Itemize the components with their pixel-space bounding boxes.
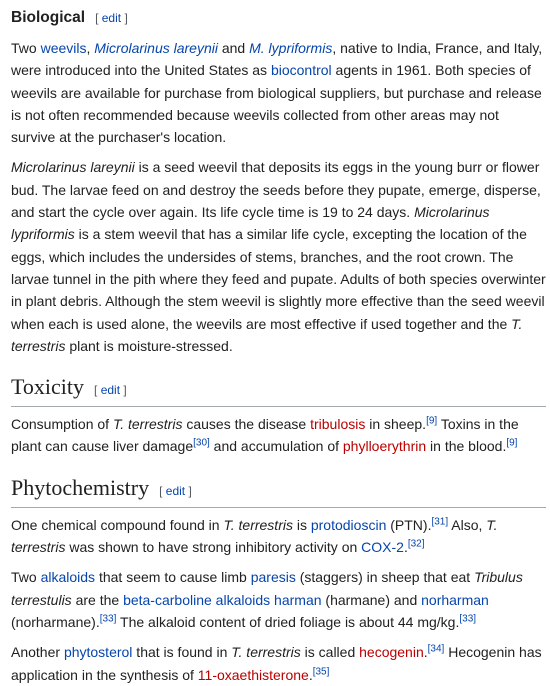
- link-harman[interactable]: harman: [274, 591, 322, 608]
- link-norharman[interactable]: norharman: [421, 591, 489, 608]
- edit-section-phytochemistry: [ edit ]: [159, 483, 192, 498]
- heading-text: Toxicity: [11, 374, 85, 400]
- text: that seem to cause limb: [95, 569, 251, 586]
- text: (harmane) and: [321, 591, 422, 608]
- text: causes the disease: [182, 416, 311, 433]
- italic-species: Microlarinus lareynii: [11, 159, 135, 176]
- text: (PTN).: [386, 516, 432, 533]
- citation-link[interactable]: [9]: [426, 415, 438, 427]
- text: is: [292, 516, 311, 533]
- citation: [426, 416, 437, 427]
- text: agents in 1961. Both species of weevils are available for purchase from biological suppliers, but purchase and release is not often recommended because weevils collected from other areas may not survive at the purchaser's location.: [11, 62, 542, 146]
- paragraph-biological-1: [11, 37, 546, 148]
- text: is called: [300, 644, 360, 661]
- section-heading-toxicity: [11, 373, 546, 407]
- text: .: [308, 666, 313, 683]
- link-microlarinus-lareynii[interactable]: [94, 40, 218, 56]
- text: in the blood.: [426, 438, 507, 455]
- link-protodioscin[interactable]: protodioscin: [310, 516, 387, 533]
- text: (staggers) in sheep that eat: [295, 569, 475, 586]
- citation: [313, 666, 330, 677]
- text: is a stem weevil that has a similar life cycle, excepting the location of the eggs, which includes the undersides of stems, branches, and the root crown. The larvae tunnel in the pith where they feed and pupate. Adults of both species overwinter in plant debris. Although the stem weevil is slightly more effective than the seed weevil when each is used alone, the weevils are most effective if used together and the: [11, 226, 546, 332]
- italic-species: T. terrestris: [11, 516, 498, 556]
- citation-link[interactable]: [34]: [427, 643, 445, 655]
- text: and accumulation of: [209, 438, 343, 455]
- edit-link[interactable]: edit: [101, 11, 122, 25]
- citation: [100, 613, 117, 624]
- text: Hecogenin has application in the synthesis of: [11, 644, 542, 683]
- heading-text: Phytochemistry: [11, 474, 150, 500]
- text: ,: [86, 40, 95, 56]
- redlink-phylloerythrin[interactable]: phylloerythrin: [342, 438, 427, 455]
- citation-link[interactable]: [31]: [431, 516, 449, 528]
- edit-link[interactable]: edit: [100, 383, 121, 398]
- citation-link[interactable]: [35]: [312, 665, 330, 677]
- citation: [193, 438, 210, 449]
- text: in sheep.: [365, 416, 427, 433]
- section-heading-biological: [11, 6, 546, 30]
- link-text: M. lypriformis: [249, 40, 333, 56]
- text: (norharmane).: [11, 613, 100, 630]
- text: Two: [11, 40, 41, 56]
- text: are the: [71, 591, 124, 608]
- citation: [428, 644, 445, 655]
- italic-species: Tribulus terrestulis: [11, 569, 523, 608]
- link-weevils[interactable]: weevils: [40, 40, 87, 56]
- italic-species: T. terrestris: [231, 644, 301, 661]
- link-paresis[interactable]: paresis: [250, 569, 296, 586]
- italic-species: T. terrestris: [223, 516, 293, 533]
- citation-link[interactable]: [32]: [407, 538, 425, 550]
- text: Toxins in the plant can cause liver damage: [11, 416, 519, 455]
- edit-section-toxicity: [ edit ]: [94, 383, 127, 398]
- text: Two: [11, 569, 41, 586]
- edit-link[interactable]: edit: [165, 483, 186, 498]
- citation: [431, 516, 448, 527]
- text: is a seed weevil that deposits its eggs in the young burr or flower bud. The larvae feed on and destroy the seeds before they pupate, emerge, disperse, and start the cycle over again. Its life cycle time is 19 to 24 days.: [11, 159, 541, 221]
- link-cox-2[interactable]: COX-2: [361, 539, 404, 556]
- text: Another: [11, 644, 64, 661]
- paragraph-biological-2: [11, 156, 546, 357]
- text: and: [217, 40, 250, 56]
- section-heading-phytochemistry: [11, 474, 546, 508]
- text: , native to India, France, and Italy, were introduced into the United States as: [11, 40, 543, 79]
- text: Also,: [448, 516, 487, 533]
- italic-species: T. terrestris: [11, 315, 523, 354]
- link-alkaloids[interactable]: alkaloids: [40, 569, 96, 586]
- citation: [408, 538, 425, 549]
- redlink-tribulosis[interactable]: tribulosis: [310, 416, 366, 433]
- paragraph-phytochemistry-2: [11, 566, 546, 633]
- link-m-lypriformis[interactable]: [249, 40, 332, 56]
- text: that is found in: [132, 644, 232, 661]
- link-beta-carboline-alkaloids[interactable]: beta-carboline alkaloids: [123, 591, 271, 608]
- text: The alkaloid content of dried foliage is about 44 mg/kg.: [116, 613, 460, 630]
- italic-species: Microlarinus lypriformis: [11, 204, 490, 243]
- citation-link[interactable]: [9]: [506, 437, 518, 449]
- link-text: Microlarinus lareynii: [94, 40, 218, 56]
- redlink-hecogenin[interactable]: hecogenin: [359, 644, 424, 661]
- text: One chemical compound found in: [11, 516, 224, 533]
- text: was shown to have strong inhibitory activity on: [65, 539, 362, 556]
- text: Consumption of: [11, 416, 113, 433]
- citation-link[interactable]: [33]: [459, 613, 477, 625]
- text: .: [403, 539, 408, 556]
- heading-text: Biological: [11, 9, 86, 26]
- link-phytosterol[interactable]: phytosterol: [63, 644, 133, 661]
- text: .: [423, 644, 428, 661]
- citation-link[interactable]: [30]: [193, 437, 210, 449]
- paragraph-phytochemistry-3: [11, 641, 546, 686]
- citation: [459, 613, 476, 624]
- citation: [506, 438, 517, 449]
- edit-section-biological: [ edit ]: [95, 11, 128, 25]
- text: plant is moisture-stressed.: [65, 337, 233, 354]
- citation-link[interactable]: [33]: [99, 613, 117, 625]
- italic-species: T. terrestris: [112, 416, 183, 433]
- link-biocontrol[interactable]: biocontrol: [270, 62, 332, 79]
- paragraph-toxicity-1: [11, 413, 546, 458]
- paragraph-phytochemistry-1: [11, 514, 546, 559]
- redlink-11-oxaethisterone[interactable]: 11-oxaethisterone: [197, 666, 309, 683]
